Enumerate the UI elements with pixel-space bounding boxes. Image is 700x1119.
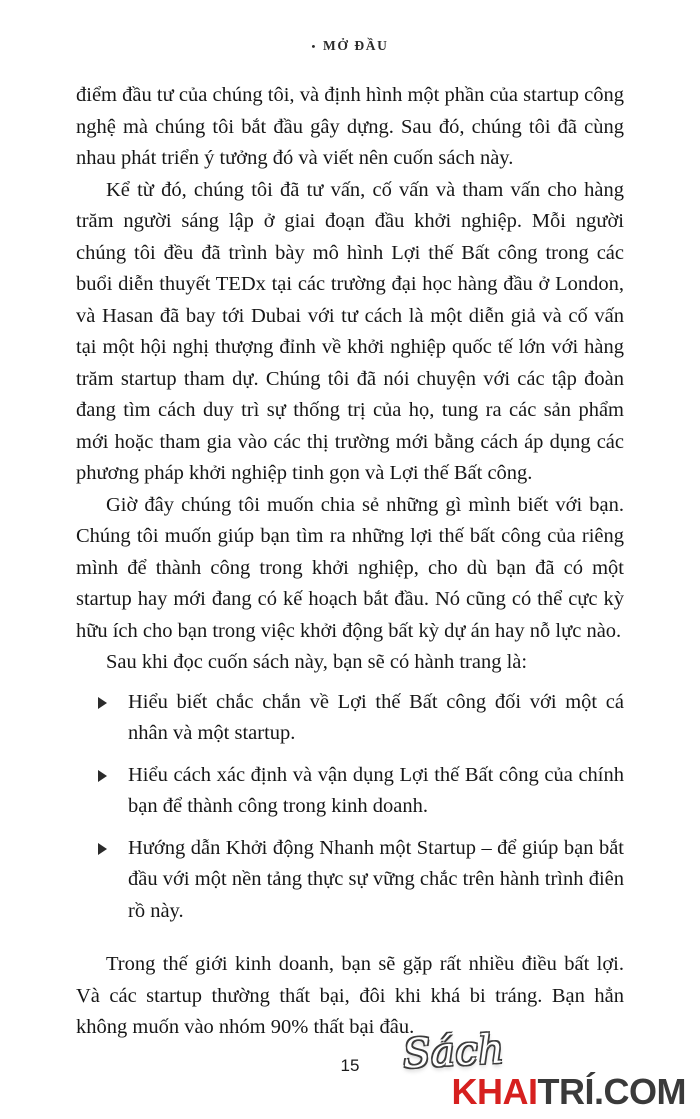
list-item bbox=[76, 833, 624, 928]
page-number: 15 bbox=[340, 1056, 360, 1075]
running-head-title: MỞ ĐẦU bbox=[322, 38, 389, 53]
running-head bbox=[0, 38, 700, 54]
paragraph-3: Giờ đây chúng tôi muốn chia sẻ những gì mình biết với bạn. Chúng tôi muốn giúp bạn tìm ra những lợi thế bất công của riêng mình để thành công trong khởi nghiệp, cho dù bạn đã có một startup hay mới đang có kế hoạch bắt đầu. Nó cũng có thể cực kỳ hữu ích cho bạn trong việc khởi động bất kỳ dự án hay nỗ lực nào. bbox=[76, 493, 624, 642]
watermark-script-text: Sách bbox=[401, 1026, 506, 1078]
page-content bbox=[76, 80, 624, 1044]
watermark-brand-first: KHAI bbox=[451, 1071, 538, 1112]
paragraph-2: Kể từ đó, chúng tôi đã tư vấn, cố vấn và tham vấn cho hàng trăm người sáng lập ở giai đoạn đầu khởi nghiệp. Mỗi người chúng tôi đều đã trình bày mô hình Lợi thế Bất công trong các buổi diễn thuyết TEDx tại các trường đại học hàng đầu ở London, và Hasan đã bay tới Dubai với tư cách là một diễn giả và cố vấn tại một hội nghị thượng đỉnh về khởi nghiệp quốc tế lớn với hàng trăm startup tham dự. Chúng tôi đã nói chuyện với các tập đoàn đang tìm cách duy trì sự thống trị của họ, tung ra các sản phẩm mới hoặc tham gia vào các thị trường mới bằng cách áp dụng các phương pháp khởi nghiệp tinh gọn và Lợi thế Bất công. bbox=[76, 178, 624, 484]
watermark-brand-domain: .COM bbox=[594, 1071, 686, 1112]
list-item-text: Hiểu cách xác định và vận dụng Lợi thế Bất công của chính bạn để thành công trong kinh doanh. bbox=[128, 763, 624, 817]
list-item bbox=[76, 687, 624, 750]
list-item-text: Hiểu biết chắc chắn về Lợi thế Bất công đối với một cá nhân và một startup. bbox=[128, 690, 624, 744]
watermark-brand-rest: TRÍ bbox=[537, 1071, 594, 1112]
triangle-bullet-icon bbox=[98, 770, 107, 782]
bullet-icon: • bbox=[311, 40, 317, 53]
triangle-bullet-icon bbox=[98, 697, 107, 709]
paragraph-4: Sau khi đọc cuốn sách này, bạn sẽ có hành trang là: bbox=[106, 651, 528, 673]
list-item-text: Hướng dẫn Khởi động Nhanh một Startup – để giúp bạn bắt đầu với một nền tảng thực sự vững chắc trên hành trình điên rồ này. bbox=[128, 836, 624, 922]
triangle-bullet-icon bbox=[98, 843, 107, 855]
paragraph-1: điểm đầu tư của chúng tôi, và định hình một phần của startup công nghệ mà chúng tôi bắt đầu gây dựng. Sau đó, chúng tôi đã cùng nhau phát triển ý tưởng đó và viết nên cuốn sách này. bbox=[76, 84, 624, 169]
paragraph-closing: Trong thế giới kinh doanh, bạn sẽ gặp rất nhiều điều bất lợi. Và các startup thường thất bại, đôi khi khá bi tráng. Bạn hẳn không muốn vào nhóm 90% thất bại đâu. bbox=[76, 953, 624, 1038]
bullet-list bbox=[76, 687, 624, 928]
list-item bbox=[76, 760, 624, 823]
watermark-brand bbox=[452, 1071, 687, 1113]
